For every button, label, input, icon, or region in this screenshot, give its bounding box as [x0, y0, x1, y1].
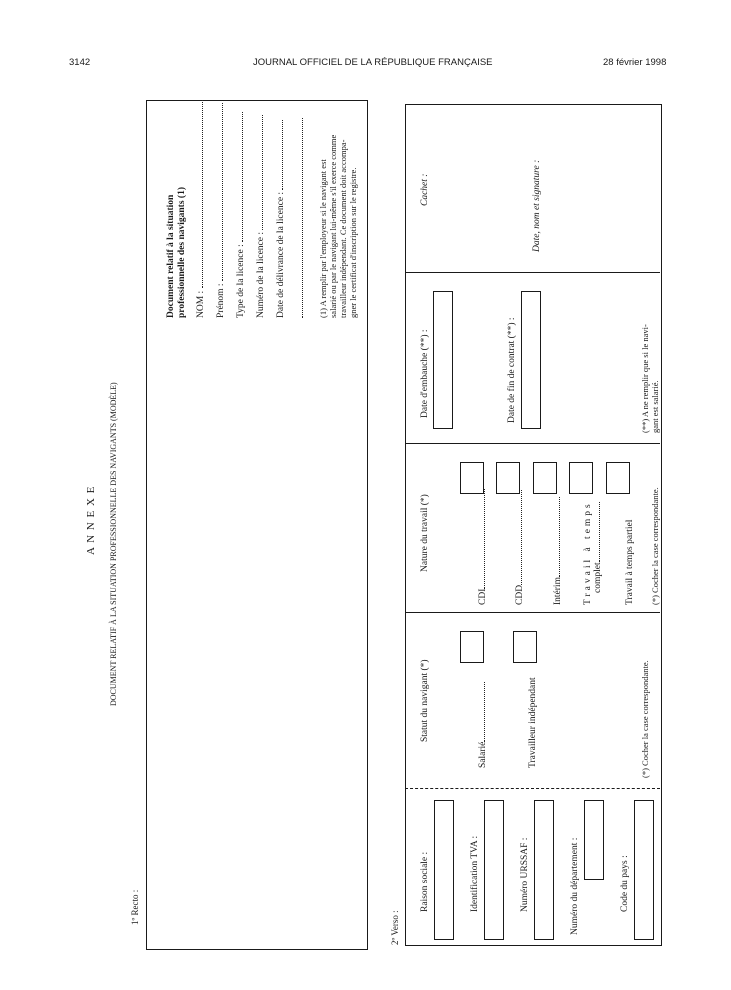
verso-divider-3 — [405, 612, 660, 613]
nature-option-interim — [553, 497, 563, 605]
field-prenom-label: Prénom : — [216, 283, 226, 318]
field-date-delivrance[interactable] — [276, 120, 286, 318]
field-numero-licence-label: Numéro de la licence : — [256, 232, 266, 318]
cachet-label: Cachet : — [420, 173, 430, 206]
field-numero-licence[interactable] — [256, 115, 266, 318]
nature-cdi-leader — [484, 489, 485, 589]
dates-note-2: gant est salarié. — [650, 380, 660, 433]
statut-option-independant: Travailleur indépendant — [528, 677, 538, 768]
field-type-licence-label: Type de la licence : — [236, 244, 246, 318]
nature-complet-label: complet — [593, 562, 603, 593]
company-urssaf-label: Numéro URSSAF : — [520, 837, 530, 912]
nature-option-temps-complet: Travail à temps — [583, 501, 593, 605]
nature-temps-partiel-checkbox[interactable] — [606, 462, 630, 494]
nature-complet-leader — [599, 502, 600, 562]
field-nom-line[interactable] — [202, 100, 203, 288]
nature-option-cdi — [478, 489, 488, 605]
recto-footnote-4: gner le certificat d'inscription sur le registre. — [348, 167, 358, 318]
company-raison-sociale-label: Raison sociale : — [420, 851, 430, 912]
verso-divider-4 — [405, 788, 660, 789]
field-prenom-line[interactable] — [222, 103, 223, 281]
company-raison-sociale-input[interactable] — [434, 800, 454, 940]
statut-independant-checkbox[interactable] — [513, 631, 537, 663]
field-nom[interactable] — [196, 100, 206, 318]
nature-title: Nature du travail (*) — [420, 494, 430, 572]
statut-title: Statut du navigant (*) — [420, 659, 430, 742]
annexe-title: A N N E X E — [85, 485, 97, 555]
nature-interim-label: Intérim — [553, 577, 563, 605]
nature-cdd-leader — [521, 490, 522, 585]
verso-divider-2 — [405, 443, 660, 444]
field-type-licence-line[interactable] — [242, 112, 243, 242]
nature-cdi-label: CDI — [478, 588, 488, 605]
date-fin-contrat-input[interactable] — [521, 291, 541, 429]
journal-title: JOURNAL OFFICIEL DE LA RÉPUBLIQUE FRANÇAISE — [253, 57, 493, 68]
statut-salarie-checkbox[interactable] — [460, 631, 484, 663]
verso-label: 2º Verso : — [390, 910, 400, 945]
verso-divider-1 — [405, 272, 660, 273]
nature-interim-leader — [559, 497, 560, 577]
recto-doc-title-line1: Document relatif à la situation — [166, 194, 176, 318]
statut-salarie-leader — [484, 682, 485, 742]
company-tva-input[interactable] — [484, 800, 504, 940]
company-departement-label: Numéro du département : — [570, 837, 580, 935]
recto-label: 1º Recto : — [130, 889, 140, 925]
statut-option-salarie — [478, 682, 488, 768]
field-date-delivrance-line[interactable] — [282, 120, 283, 190]
recto-doc-title-line2: professionnelle des navigants (1) — [177, 187, 187, 318]
recto-footnote-1: (1) A remplir par l'employeur si le navigant est — [318, 159, 328, 318]
annexe-subtitle: DOCUMENT RELATIF À LA SITUATION PROFESSIONNELLE DES NAVIGANTS (MODÈLE) — [109, 382, 118, 706]
statut-note: (*) Cocher la case correspondante. — [640, 660, 650, 778]
company-pays-input[interactable] — [634, 800, 654, 940]
company-pays-label: Code du pays : — [620, 855, 630, 912]
field-date-delivrance-line2[interactable] — [302, 118, 303, 318]
nature-cdd-checkbox[interactable] — [496, 462, 520, 494]
nature-option-cdd — [515, 490, 525, 605]
nature-option-temps-complet-2 — [593, 502, 603, 593]
nature-temps-complet-checkbox[interactable] — [569, 462, 593, 494]
company-tva-label: Identification TVA : — [470, 835, 480, 912]
field-date-delivrance-cont[interactable] — [296, 118, 306, 318]
field-prenom[interactable] — [216, 103, 226, 318]
field-type-licence[interactable] — [236, 112, 246, 318]
page-number: 3142 — [69, 57, 91, 68]
nature-option-temps-partiel: Travail à temps partiel — [625, 519, 635, 605]
company-urssaf-input[interactable] — [534, 800, 554, 940]
recto-footnote-3: travailleur indépendant. Ce document doit accompa- — [338, 139, 348, 318]
publication-date: 28 février 1998 — [603, 57, 667, 68]
field-numero-licence-line[interactable] — [262, 115, 263, 230]
date-embauche-input[interactable] — [433, 291, 453, 429]
field-nom-label: NOM : — [196, 290, 206, 318]
date-fin-contrat-label: Date de fin de contrat (**) : — [507, 317, 517, 423]
statut-option-salarie-label: Salarié — [478, 741, 488, 768]
recto-footnote-2: salarié ou par le navigant lui-même s'il exerce comme — [328, 134, 338, 318]
nature-cdi-checkbox[interactable] — [460, 462, 484, 494]
date-embauche-label: Date d'embauche (**) : — [420, 329, 430, 418]
nature-note: (*) Cocher la case correspondante. — [650, 487, 660, 605]
dates-note-1: (**) A ne remplir que si le navi- — [640, 324, 650, 433]
nature-cdd-label: CDD — [515, 584, 525, 605]
company-departement-input[interactable] — [584, 800, 604, 880]
nature-interim-checkbox[interactable] — [533, 462, 557, 494]
field-date-delivrance-label: Date de délivrance de la licence : — [276, 191, 286, 318]
date-nom-signature-label: Date, nom et signature : — [532, 159, 542, 252]
